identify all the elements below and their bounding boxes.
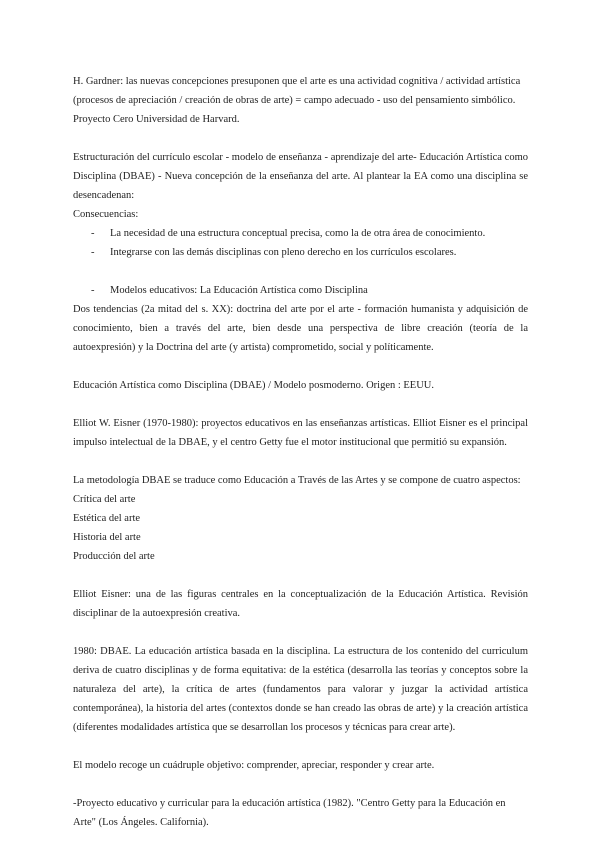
eisner-paragraph: Elliot W. Eisner (1970-1980): proyectos educativos en las enseñanzas artísticas. Elliot Eisner es el principal impulso intelectual de la DBAE, y el centro Getty fue el motor institucional que permitió su expansión.: [73, 418, 528, 448]
list-item: [73, 224, 528, 243]
gardner-line-1: H. Gardner: las nuevas concepciones presuponen que el arte es una actividad cognitiva / actividad artística: [73, 76, 521, 87]
curriculum-paragraph: Estructuración del currículo escolar - modelo de enseñanza - aprendizaje del arte- Educación Artística como Disciplina (DBAE) - Nueva concepción de la enseñanza del arte. Al plantear la EA como una disciplina se desencadenan:: [73, 152, 528, 201]
list-item-text: La necesidad de una estructura conceptual precisa, como la de otra área de conocimiento.: [110, 228, 486, 239]
aspect-item: Producción del arte: [73, 551, 155, 562]
dbae-origin-paragraph: Educación Artística como Disciplina (DBAE) / Modelo posmoderno. Origen : EEUU.: [73, 380, 435, 391]
bullet-dash: -: [91, 247, 95, 258]
bullet-dash: -: [91, 285, 95, 296]
list-item: [73, 243, 528, 262]
consequences-heading: Consecuencias:: [73, 209, 139, 220]
list-item-text: Modelos educativos: La Educación Artística como Disciplina: [110, 285, 368, 296]
gardner-line-2: (procesos de apreciación / creación de obras de arte) = campo adecuado - uso del pensamiento simbólico.: [73, 95, 516, 106]
bullet-dash: -: [91, 228, 95, 239]
gardner-line-3: Proyecto Cero Universidad de Harvard.: [73, 114, 240, 125]
getty-project-paragraph: -Proyecto educativo y curricular para la educación artística (1982). "Centro Getty para la Educación en Arte" (Los Ángeles. California).: [73, 798, 506, 828]
aspect-item: Historia del arte: [73, 532, 141, 543]
objective-paragraph: El modelo recoge un cuádruple objetivo: comprender, apreciar, responder y crear arte.: [73, 760, 435, 771]
aspect-item: Estética del arte: [73, 513, 141, 524]
list-item: [73, 281, 528, 300]
methodology-intro: La metodología DBAE se traduce como Educación a Través de las Artes y se compone de cuatro aspectos:: [73, 475, 521, 486]
dbae-1980-paragraph: 1980: DBAE. La educación artística basada en la disciplina. La estructura de los contenido del curriculum deriva de cuatro disciplinas y de forma equitativa: de la estética (desarrolla las teorías y conceptos sobre la naturaleza del arte), la crítica de artes (fundamentos para valorar y juzgar la actividad artística contemporánea), la historia del artes (contextos donde se han creado las obras de arte) y la creación artística (diferentes modalidades artística que se desarrollan los procesos y técnicas para crear arte).: [73, 646, 528, 733]
tendencies-paragraph: Dos tendencias (2a mitad del s. XX): doctrina del arte por el arte - formación humanista y adquisición de conocimiento, bien a través del arte, bien desde una perspectiva de libre creación (teoría de la autoexpresión) y la Doctrina del arte (y artista) comprometido, social y políticamente.: [73, 304, 528, 353]
aspect-item: Crítica del arte: [73, 494, 136, 505]
eisner-figure-paragraph: Elliot Eisner: una de las figuras centrales en la conceptualización de la Educación Artística. Revisión disciplinar de la autoexpresión creativa.: [73, 589, 528, 619]
consequences-list: [73, 224, 528, 300]
list-item-text: Integrarse con las demás disciplinas con pleno derecho en los currículos escolares.: [110, 247, 457, 258]
